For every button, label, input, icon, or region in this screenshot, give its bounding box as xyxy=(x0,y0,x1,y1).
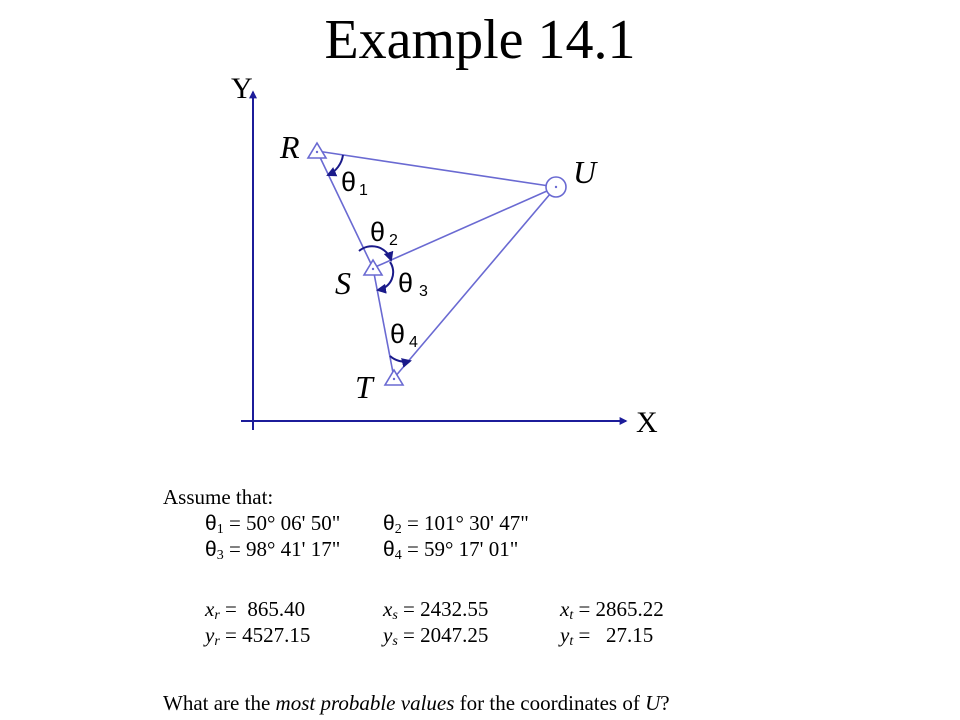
station-r-label: R xyxy=(280,129,300,165)
yr-value: $y_r = 4527.15$ xyxy=(205,623,311,649)
problem-statement xyxy=(163,484,923,648)
y-coords-row xyxy=(163,622,923,648)
xs-value: $x_s = 2432.55$ xyxy=(383,597,489,623)
svg-text:3: 3 xyxy=(419,283,428,300)
theta2-value: $\theta_2 = 101^\circ$ 30' 47" xyxy=(383,511,529,537)
theta4-arc xyxy=(390,356,410,362)
xr-value: $x_r = 865.40$ xyxy=(205,597,306,623)
y-axis-label: Y xyxy=(231,72,253,105)
svg-text:2: 2 xyxy=(389,232,398,249)
theta4-value: $\theta_4 = 59^\circ$ 17' 01" xyxy=(383,537,519,563)
station-u-label: U xyxy=(573,154,597,190)
line-s-u xyxy=(373,187,556,268)
ys-value: $y_s = 2047.25$ xyxy=(383,623,489,649)
svg-text:4: 4 xyxy=(409,334,418,351)
station-t-label: T xyxy=(355,369,373,405)
theta1-value: $\theta_1 = 50^\circ$ 06' 50" xyxy=(205,511,341,537)
svg-text:θ: θ xyxy=(398,268,414,298)
x-coords-row xyxy=(163,596,923,622)
station-t-triangle-icon xyxy=(385,370,403,385)
theta3-value: $\theta_3 = 98^\circ$ 41' 17" xyxy=(205,537,341,563)
x-axis-label: X xyxy=(636,406,658,439)
station-s-label: S xyxy=(335,265,351,301)
theta1-label xyxy=(341,167,368,199)
xt-value: $x_t = 2865.22$ xyxy=(560,597,664,623)
svg-text:θ: θ xyxy=(341,167,357,197)
theta3-label xyxy=(398,268,428,300)
theta3-arc xyxy=(378,262,393,290)
station-r-triangle-icon xyxy=(308,143,326,158)
svg-text:1: 1 xyxy=(359,182,368,199)
angle-row-2 xyxy=(163,536,923,562)
theta2-arc xyxy=(359,246,391,260)
assume-heading: Assume that: xyxy=(163,485,274,509)
theta2-label xyxy=(370,217,398,249)
angle-row-1 xyxy=(163,510,923,536)
station-s-triangle-icon xyxy=(364,260,382,275)
theta4-label xyxy=(390,319,418,351)
slide-title: Example 14.1 xyxy=(324,9,636,71)
svg-text:θ: θ xyxy=(390,319,406,349)
svg-text:θ: θ xyxy=(370,217,386,247)
question-text: What are the most probable values for the coordinates of U? xyxy=(163,691,670,715)
yt-value: $y_t = 27.15$ xyxy=(560,623,654,649)
